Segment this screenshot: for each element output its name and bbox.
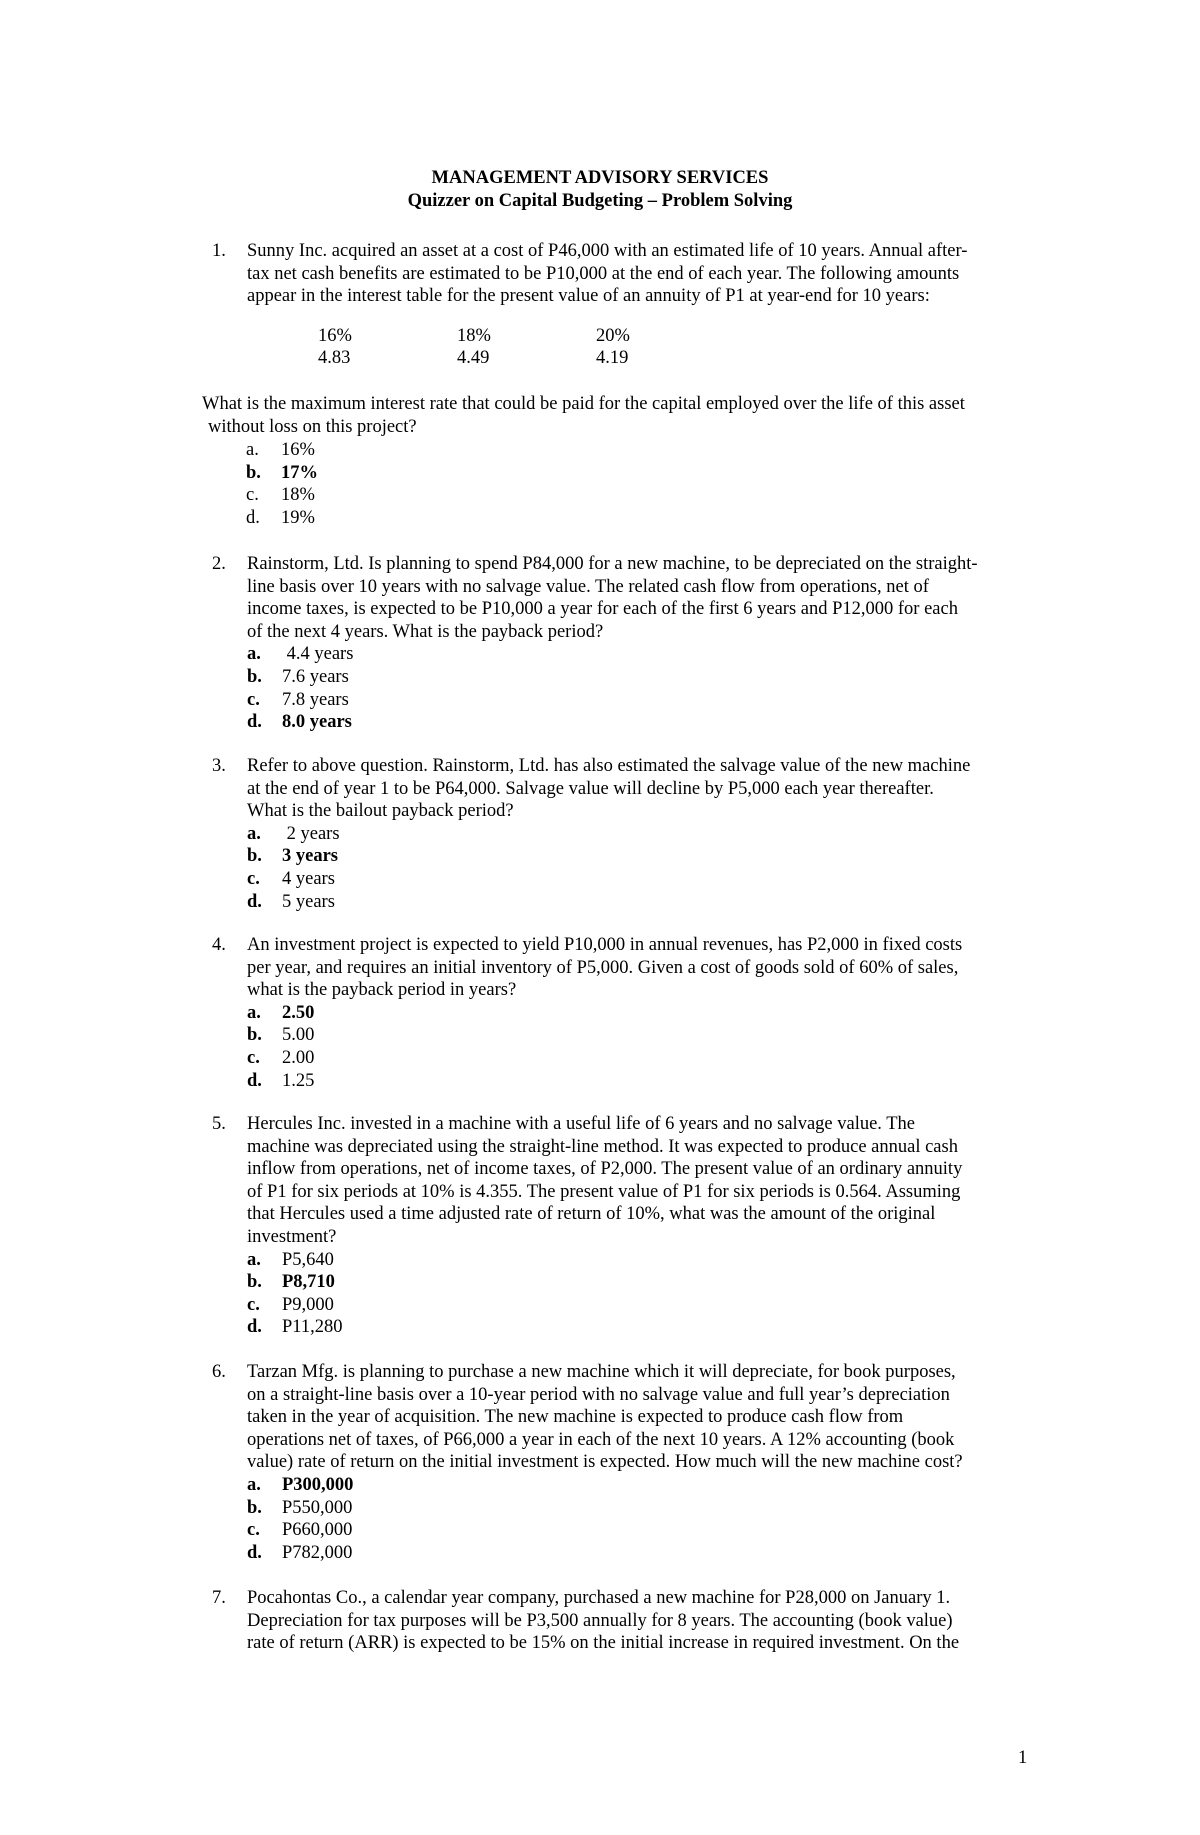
text-line: rate of return (ARR) is expected to be 15% on the initial increase in required investment. On the [247,1633,960,1654]
option-c [247,1519,1032,1542]
question-text [247,755,1032,823]
option-d [247,1070,1032,1093]
question-2 [212,553,1032,734]
option-letter: a. [247,823,261,844]
option-c [247,1047,1032,1070]
option-letter: d. [247,1542,262,1563]
option-text: 4.4 years [282,644,354,665]
option-letter: a. [246,440,259,460]
option-a-answer [247,1474,1032,1497]
text-line: line basis over 10 years with no salvage value. The related cash flow from operations, net of [247,576,929,597]
option-text: P5,640 [282,1249,334,1270]
option-c [247,1294,1032,1317]
text-line: Depreciation for tax purposes will be P3,500 annually for 8 years. The accounting (book value) [247,1610,953,1631]
option-letter: a. [247,1249,261,1270]
text-line: of the next 4 years. What is the payback period? [247,621,604,642]
option-a [247,823,1032,846]
rate-cell: 20% [596,326,630,346]
question-6 [212,1361,1032,1564]
option-b [247,666,1032,689]
option-a-answer [247,1002,1032,1025]
text-line: machine was depreciated using the straight-line method. It was expected to produce annual cash [247,1136,958,1157]
text-line: inflow from operations, net of income taxes, of P2,000. The present value of an ordinary annuity [247,1159,963,1180]
question-text [247,240,1032,308]
option-text: 2 years [282,823,340,844]
option-b [247,1497,1032,1520]
text-line: operations net of taxes, of P66,000 a year in each of the next 10 years. A 12% accounting (book [247,1429,955,1450]
option-text: 19% [281,507,315,528]
option-letter: a. [247,644,261,665]
question-number: 7. [212,1588,226,1608]
option-text: 5 years [282,891,335,912]
option-text: 16% [281,440,315,460]
option-letter: b. [247,1497,262,1518]
text-line: An investment project is expected to yield P10,000 in annual revenues, has P2,000 in fixed costs [247,935,963,955]
option-text: 1.25 [282,1070,315,1091]
text-line: tax net cash benefits are estimated to be P10,000 at the end of each year. The following amounts [247,263,960,284]
question-options [247,643,1032,733]
option-letter: c. [247,1047,260,1068]
question-number: 4. [212,935,226,955]
question-1 [212,240,1032,308]
option-c [247,868,1032,891]
option-letter: d. [247,1317,262,1338]
question-7 [212,1587,1032,1655]
option-b-answer [246,462,318,485]
option-d-answer [247,711,1032,734]
option-text: P300,000 [282,1474,354,1495]
text-line: Pocahontas Co., a calendar year company, purchased a new machine for P28,000 on January 1. [247,1588,951,1608]
document-title: MANAGEMENT ADVISORY SERVICES [431,168,769,188]
text-line: appear in the interest table for the present value of an annuity of P1 at year-end for 10 years: [247,286,930,307]
rate-row [318,325,735,347]
document-subtitle: Quizzer on Capital Budgeting – Problem Solving [407,191,793,211]
option-b [247,1024,1032,1047]
text-line: Rainstorm, Ltd. Is planning to spend P84,000 for a new machine, to be depreciated on the straight- [247,554,978,574]
option-a [247,643,1032,666]
question-1-options [246,439,318,529]
option-d [247,1316,1032,1339]
option-text: 2.50 [282,1002,315,1023]
text-line: without loss on this project? [208,416,417,437]
question-options [247,1474,1032,1564]
interest-rate-table [318,325,735,369]
option-text: 8.0 years [282,712,352,733]
option-text: P550,000 [282,1497,353,1518]
factor-cell: 4.49 [457,348,490,368]
factor-cell: 4.83 [318,348,351,368]
option-letter: d. [247,1070,262,1091]
text-line: Refer to above question. Rainstorm, Ltd. has also estimated the salvage value of the new machine [247,756,971,776]
option-letter: b. [247,1272,262,1293]
page-number: 1 [1018,1748,1028,1768]
question-options [247,823,1032,913]
text-line: Tarzan Mfg. is planning to purchase a new machine which it will depreciate, for book purposes, [247,1362,956,1382]
factor-row [318,347,735,369]
question-text [247,1113,1032,1249]
text-line: on a straight-line basis over a 10-year period with no salvage value and full year’s depreciation [247,1384,950,1405]
option-letter: c. [246,485,259,506]
option-letter: c. [247,1520,260,1541]
question-text [247,553,1032,643]
text-line: at the end of year 1 to be P64,000. Salvage value will decline by P5,000 each year thereafter. [247,778,934,799]
question-options [247,1249,1032,1339]
question-number: 2. [212,554,226,574]
text-line: income taxes, is expected to be P10,000 a year for each of the first 6 years and P12,000 for each [247,599,958,620]
option-a [247,1249,1032,1272]
option-c [246,484,318,507]
factor-cell: 4.19 [596,348,629,368]
option-letter: b. [247,846,262,867]
option-letter: d. [247,712,262,733]
option-text: 17% [281,462,318,483]
option-d [247,1542,1032,1565]
option-text: P782,000 [282,1542,353,1563]
question-4 [212,934,1032,1092]
option-letter: c. [247,1294,260,1315]
question-3 [212,755,1032,913]
option-letter: c. [247,868,260,889]
option-letter: a. [247,1474,261,1495]
question-text [247,934,1032,1002]
question-1-prompt [202,393,1042,438]
option-text: P660,000 [282,1520,353,1541]
question-number: 6. [212,1362,226,1382]
option-text: 5.00 [282,1025,315,1046]
text-line: Sunny Inc. acquired an asset at a cost of P46,000 with an estimated life of 10 years. Annual after- [247,241,968,261]
text-line: that Hercules used a time adjusted rate of return of 10%, what was the amount of the original [247,1204,936,1225]
option-text: 2.00 [282,1047,315,1068]
option-letter: c. [247,689,260,710]
option-a [246,439,318,462]
option-c [247,689,1032,712]
question-number: 3. [212,756,226,776]
text-line: value) rate of return on the initial investment is expected. How much will the new machine cost? [247,1452,963,1473]
question-text [247,1587,1032,1655]
option-text: P9,000 [282,1294,334,1315]
option-letter: b. [246,462,261,483]
question-number: 1. [212,241,226,261]
text-line: Hercules Inc. invested in a machine with a useful life of 6 years and no salvage value. The [247,1114,915,1134]
option-text: 7.6 years [282,666,349,687]
option-letter: a. [247,1002,261,1023]
option-b-answer [247,845,1032,868]
option-b-answer [247,1271,1032,1294]
option-text: 7.8 years [282,689,349,710]
text-line: what is the payback period in years? [247,980,517,1001]
option-d [247,891,1032,914]
option-letter: d. [247,891,262,912]
rate-cell: 16% [318,326,352,346]
rate-cell: 18% [457,326,491,346]
option-text: 3 years [282,846,338,867]
document-header [0,167,1200,213]
text-line: taken in the year of acquisition. The new machine is expected to produce cash flow from [247,1407,904,1428]
option-letter: b. [247,666,262,687]
option-text: P8,710 [282,1272,335,1293]
question-5 [212,1113,1032,1339]
option-d [246,507,318,530]
option-text: 18% [281,485,315,506]
text-line: What is the maximum interest rate that could be paid for the capital employed over the life of this asset [202,394,965,414]
text-line: What is the bailout payback period? [247,801,514,822]
text-line: per year, and requires an initial inventory of P5,000. Given a cost of goods sold of 60% of sales, [247,957,959,978]
question-text [247,1361,1032,1474]
option-text: 4 years [282,868,335,889]
text-line: of P1 for six periods at 10% is 4.355. The present value of P1 for six periods is 0.564. Assuming [247,1181,961,1202]
question-number: 5. [212,1114,226,1134]
option-letter: b. [247,1025,262,1046]
question-options [247,1002,1032,1092]
option-letter: d. [246,507,260,528]
option-text: P11,280 [282,1317,343,1338]
text-line: investment? [247,1226,337,1247]
